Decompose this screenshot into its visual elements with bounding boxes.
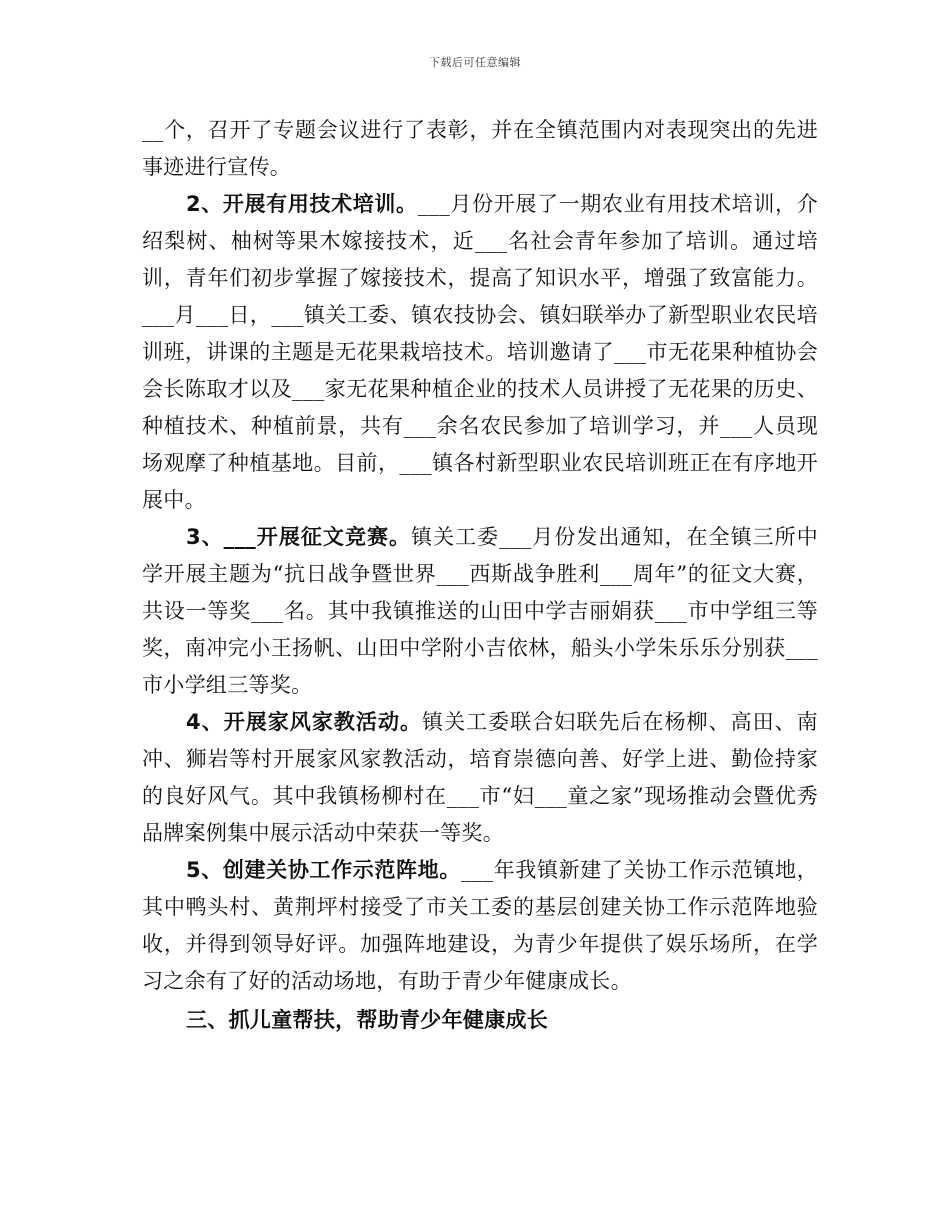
paragraph-1-body: __个，召开了专题会议进行了表彰，并在全镇范围内对表现突出的先进事迹进行宣传。 [142,118,818,179]
paragraph-tech-training [142,186,818,519]
paragraph-family-education [142,704,818,852]
paragraph-2-title: 2、开展有用技术培训。 [186,192,418,216]
paragraph-continuation [142,112,818,186]
paragraph-5-body: ___年我镇新建了关协工作示范镇地，其中鸭头村、黄荆坪村接受了市关工委的基层创建关协工作示范阵地验收，并得到领导好评。加强阵地建设，为青少年提供了娱乐场所，在学习之余有了好的活动场地，有助于青少年健康成长。 [142,858,818,993]
paragraph-2-body: ___月份开展了一期农业有用技术培训，介绍梨树、柚树等果木嫁接技术，近___名社会青年参加了培训。通过培训，青年们初步掌握了嫁接技术，提高了知识水平，增强了致富能力。___月___日，___镇关工委、镇农技协会、镇妇联举办了新型职业农民培训班，讲课的主题是无花果栽培技术。培训邀请了___市无花果种植协会会长陈取才以及___家无花果种植企业的技术人员讲授了无花果的历史、种植技术、种植前景，共有___余名农民参加了培训学习，并___人员现场观摩了种植基地。目前，___镇各村新型职业农民培训班正在有序地开展中。 [142,192,819,512]
paragraph-4-title: 4、开展家风家教活动。 [186,710,423,734]
paragraph-demo-base [142,852,818,1000]
paragraph-3-body: 镇关工委___月份发出通知，在全镇三所中学开展主题为“抗日战争暨世界___西斯战争胜利___周年”的征文大赛，共设一等奖___名。其中我镇推送的山田中学吉丽娟获___市中学组三等奖，南冲完小王扬帆、山田中学附小吉依林，船头小学朱乐乐分别获___市小学组三等奖。 [142,525,818,697]
paragraph-3-title: 3、___开展征文竞赛。 [186,525,412,549]
section-heading: 三、抓儿童帮扶，帮助青少年健康成长 [186,1008,549,1032]
paragraph-5-title: 5、创建关协工作示范阵地。 [186,858,461,882]
paragraph-essay-contest [142,519,818,704]
paragraph-4-body: 镇关工委联合妇联先后在杨柳、高田、南冲、狮岩等村开展家风家教活动，培育崇德向善、好学上进、勤俭持家的良好风气。其中我镇杨柳村在___市“妇___童之家”现场推动会暨优秀品牌案例集中展示活动中荣获一等奖。 [142,710,818,845]
document-body [142,112,818,1039]
page-header: 下载后可任意编辑 [429,56,521,69]
